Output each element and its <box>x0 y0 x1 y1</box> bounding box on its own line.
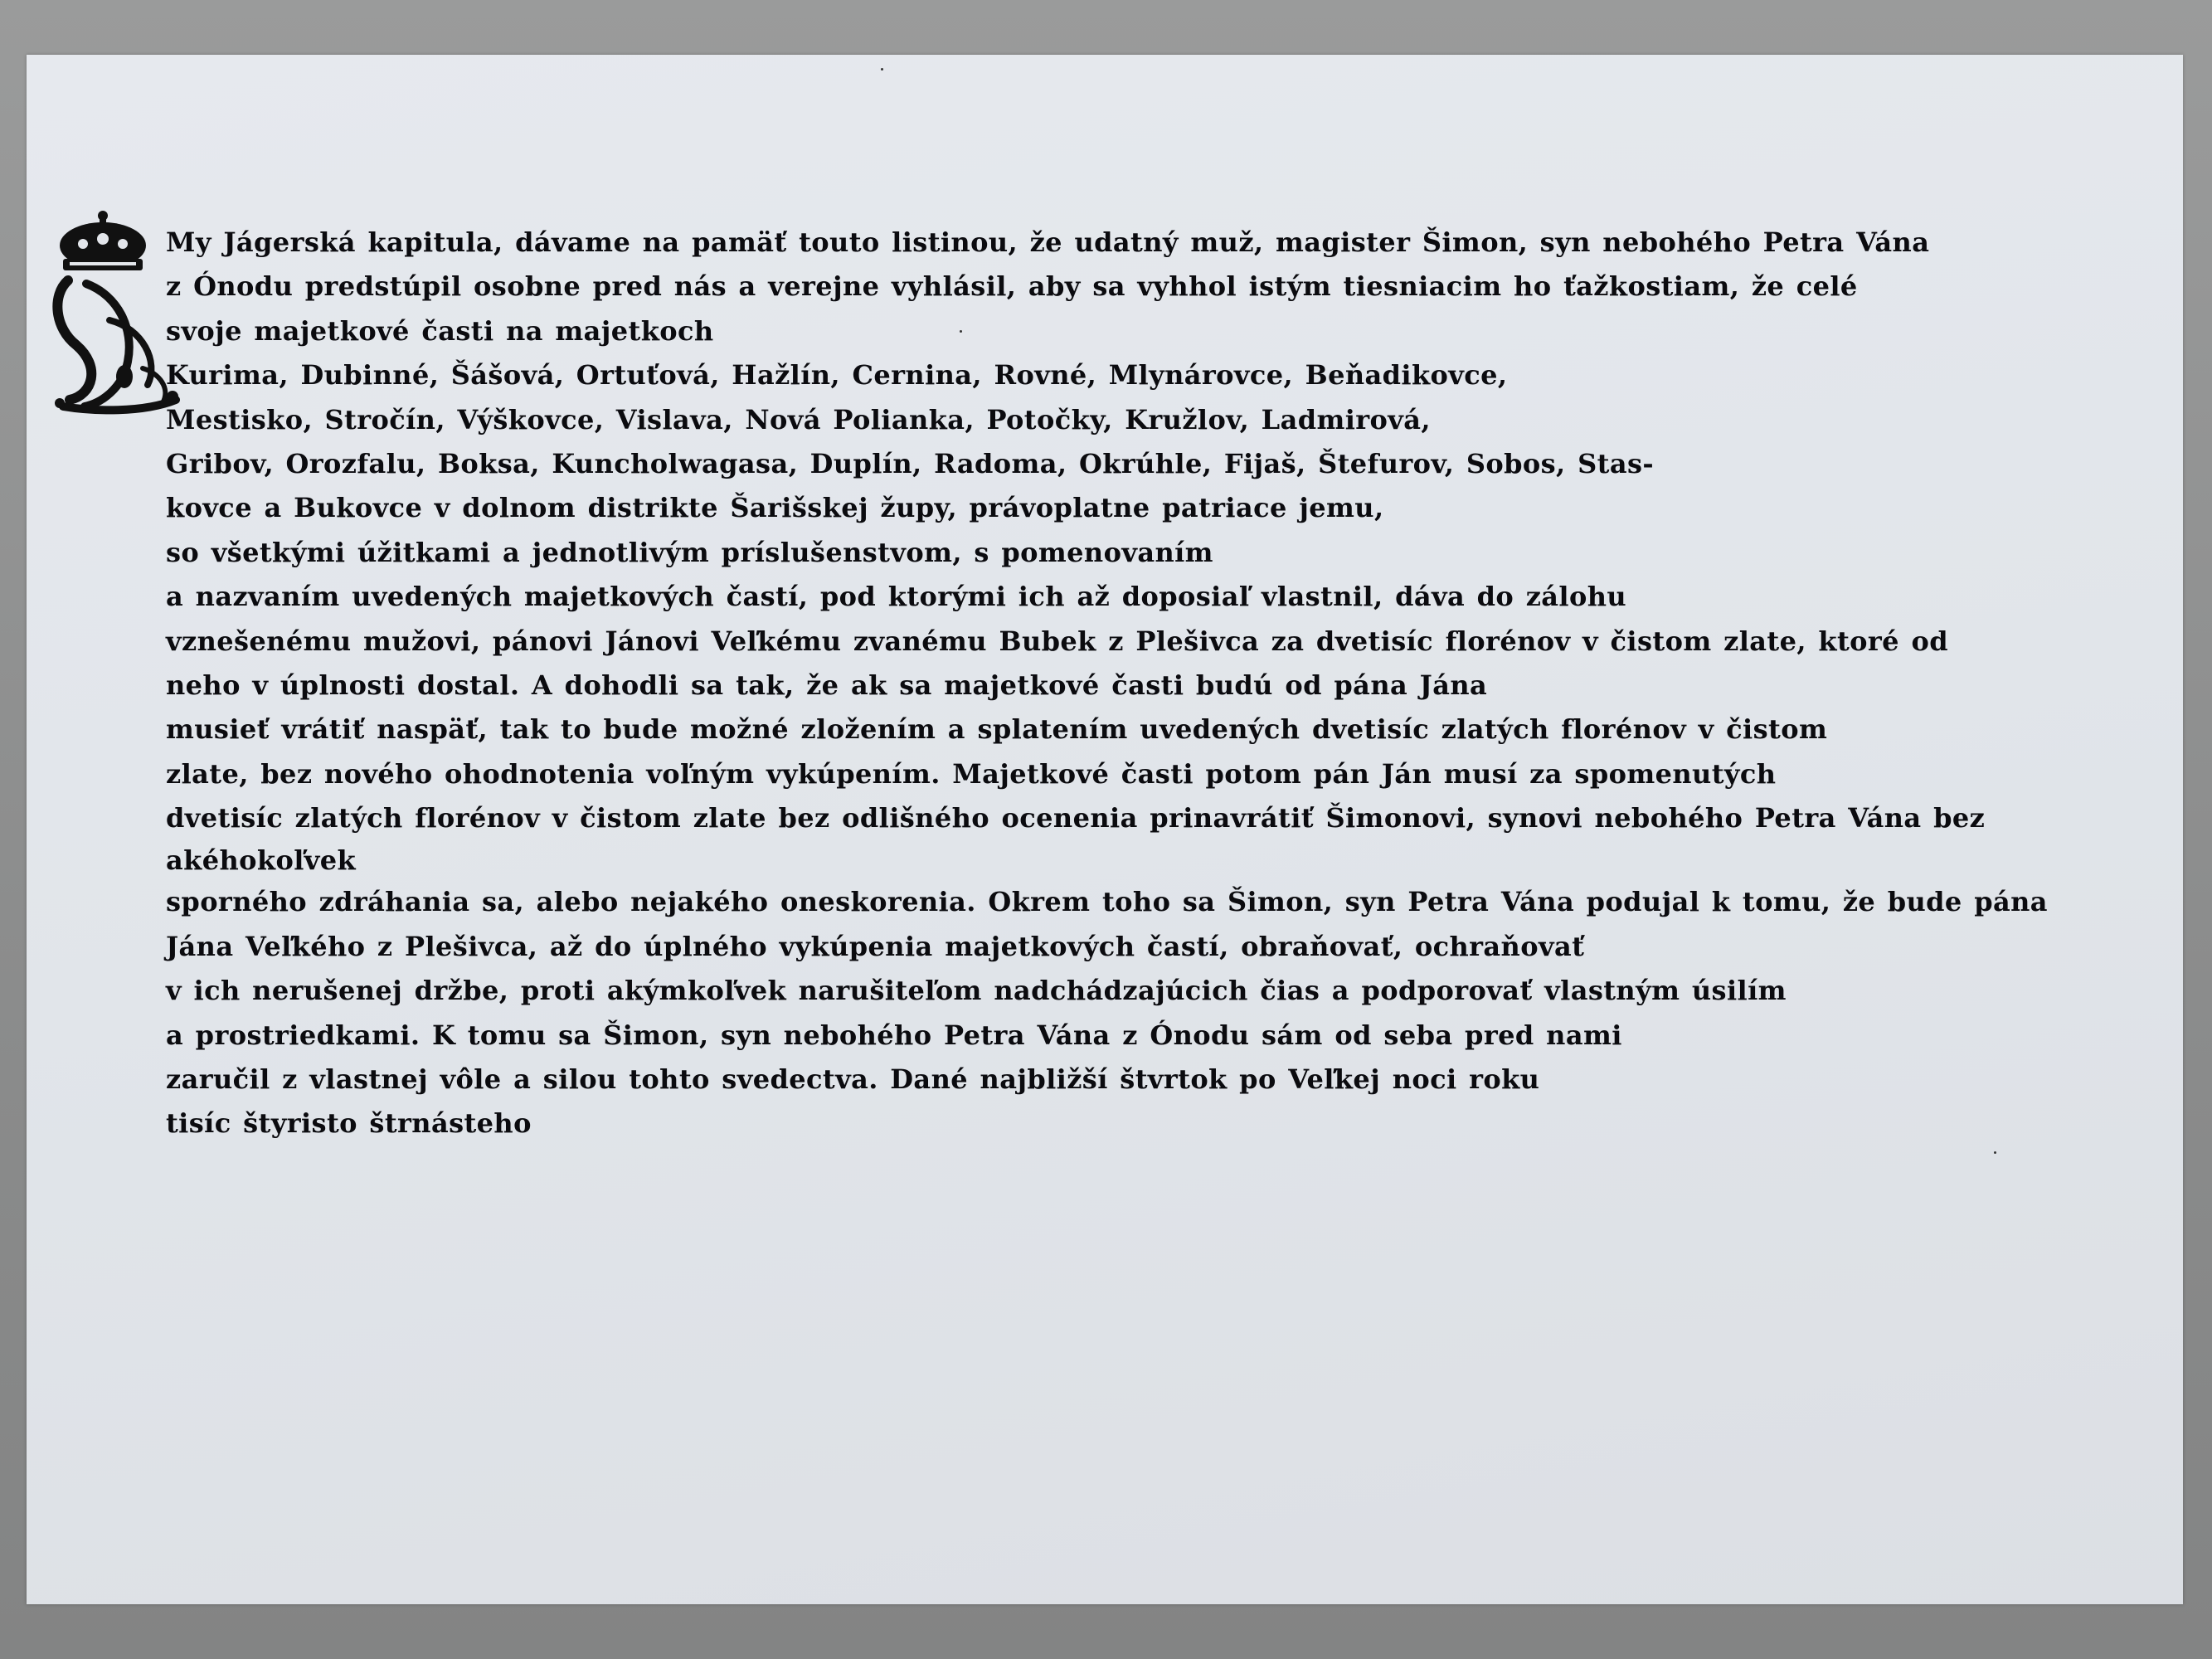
text-line: vznešenému mužovi, pánovi Jánovi Veľkému zvanému Bubek z Plešivca za dvetisíc florénov v čistom zlate, ktoré od <box>166 625 1948 657</box>
text-line: Jána Veľkého z Plešivca, až do úplného vykúpenia majetkových častí, obraňovať, ochraňovať <box>166 930 1585 962</box>
text-line: sporného zdráhania sa, alebo nejakého oneskorenia. Okrem toho sa Šimon, syn Petra Vána podujal k tomu, že bude pána <box>166 886 2048 918</box>
text-line: svoje majetkové časti na majetkoch <box>166 314 714 347</box>
text-line: My Jágerská kapitula, dávame na pamäť touto listinou, že udatný muž, magister Šimon, syn nebohého Petra Vána <box>166 226 1930 258</box>
text-line: musieť vrátiť naspäť, tak to bude možné zložením a splatením uvedených dvetisíc zlatých florénov v čistom <box>166 713 1828 746</box>
charter-text <box>166 221 2173 1146</box>
text-line: akéhokoľvek <box>166 844 357 877</box>
text-line: z Ónodu predstúpil osobne pred nás a verejne vyhlásil, aby sa vyhhol istým tiesniacim ho ťažkostiam, že celé <box>166 270 1858 303</box>
text-line: Kurima, Dubinné, Šášová, Ortuťová, Hažlín, Cernina, Rovné, Mlynárovce, Beňadikovce, <box>166 359 1508 392</box>
paper-sheet <box>27 55 2183 1604</box>
text-line: zaručil z vlastnej vôle a silou tohto svedectva. Dané najbližší štvrtok po Veľkej noci roku <box>166 1063 1540 1096</box>
text-line: so všetkými úžitkami a jednotlivým príslušenstvom, s pomenovaním <box>166 536 1213 568</box>
text-line: a prostriedkami. K tomu sa Šimon, syn nebohého Petra Vána z Ónodu sám od seba pred nami <box>166 1019 1622 1051</box>
paper-speck <box>960 330 962 333</box>
text-line: kovce a Bukovce v dolnom distrikte Šarišskej župy, právoplatne patriace jemu, <box>166 492 1384 524</box>
paper-speck <box>881 68 883 71</box>
text-line: dvetisíc zlatých florénov v čistom zlate bez odlišného ocenenia prinavrátiť Šimonovi, synovi nebohého Petra Vána bez <box>166 802 1986 834</box>
text-line: a nazvaním uvedených majetkových častí, pod ktorými ich až doposiaľ vlastnil, dáva do zálohu <box>166 581 1627 613</box>
text-line: tisíc štyristo štrnásteho <box>166 1107 532 1140</box>
text-line: neho v úplnosti dostal. A dohodli sa tak, že ak sa majetkové časti budú od pána Jána <box>166 669 1488 701</box>
text-line: v ich nerušenej držbe, proti akýmkoľvek narušiteľom nadchádzajúcich čias a podporovať vlastným úsilím <box>166 975 1787 1007</box>
text-line: zlate, bez nového ohodnotenia voľným vykúpením. Majetkové časti potom pán Ján musí za spomenutých <box>166 757 1777 790</box>
ornamental-initial-m <box>51 204 184 420</box>
paper-speck <box>1994 1151 1996 1154</box>
text-line: Mestisko, Stročín, Výškovce, Vislava, Nová Polianka, Potočky, Kružlov, Ladmirová, <box>166 403 1431 435</box>
text-line: Gribov, Orozfalu, Boksa, Kuncholwagasa, Duplín, Radoma, Okrúhle, Fijaš, Štefurov, Sobos, Stas- <box>166 447 1655 479</box>
